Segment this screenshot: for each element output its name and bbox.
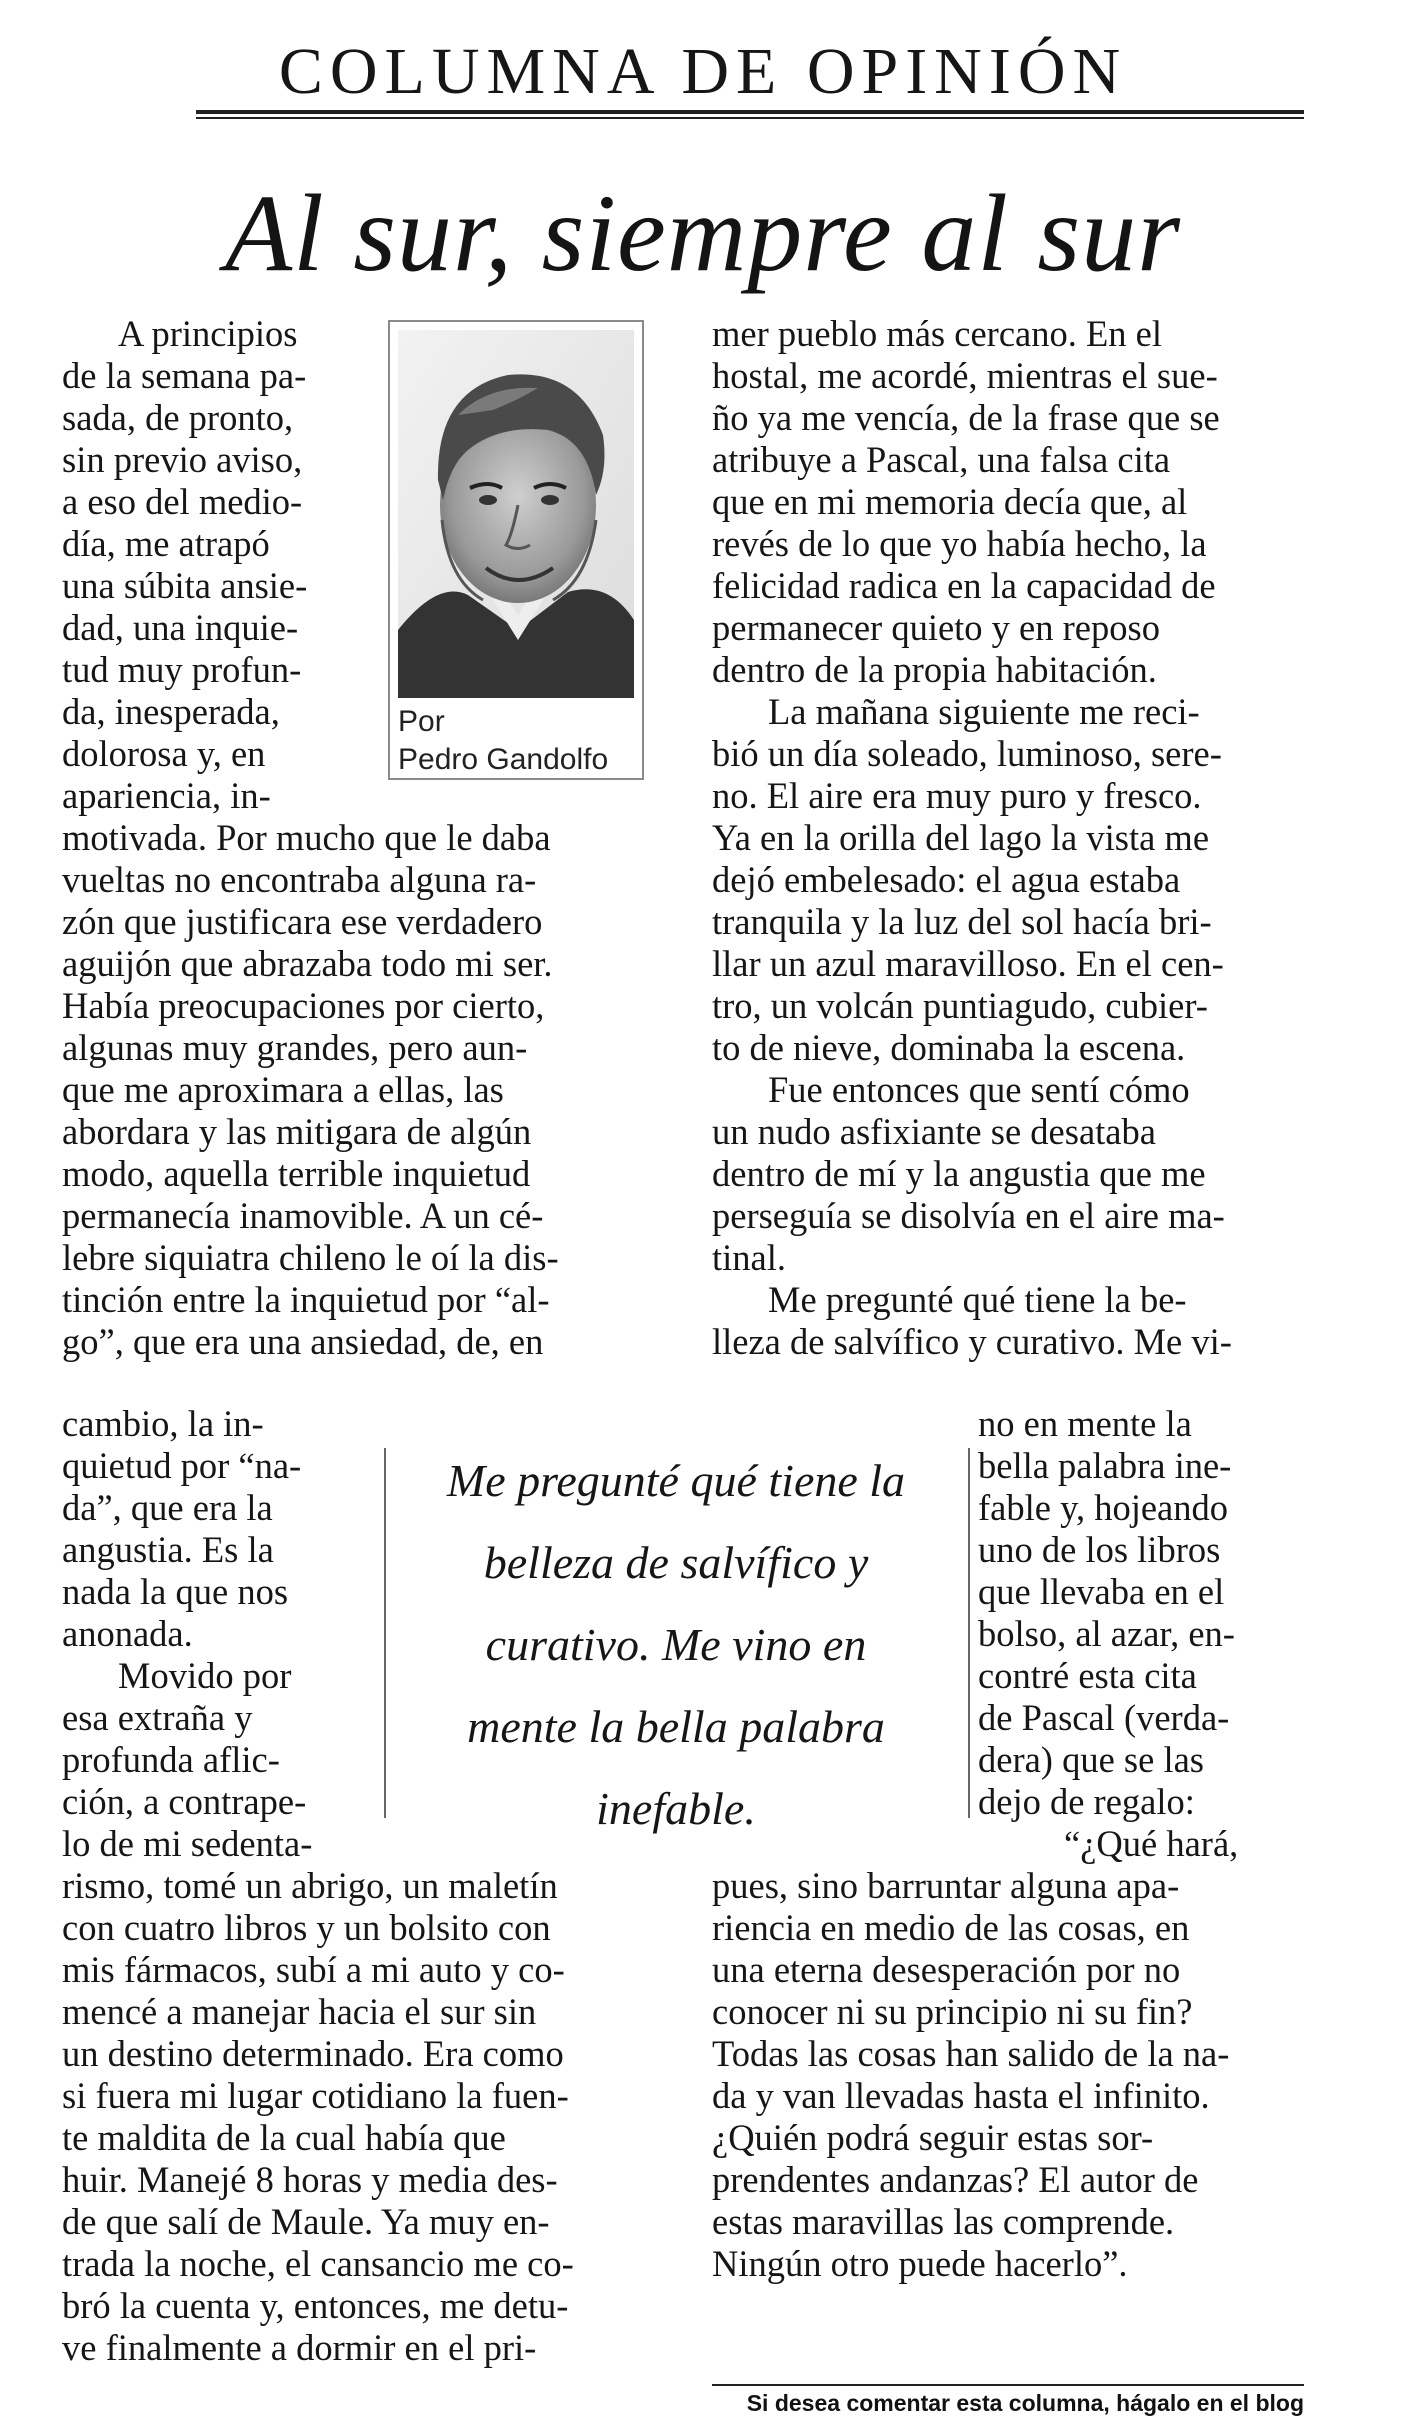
text-line: apariencia, in- [62, 775, 271, 816]
text-line: profunda aflic- [62, 1739, 280, 1780]
text-line: trada la noche, el cansancio me co- [62, 2243, 574, 2284]
text-line: motivada. Por mucho que le daba [62, 817, 551, 858]
text-line: dentro de mí y la angustia que me [712, 1153, 1206, 1194]
text-line: algunas muy grandes, pero aun- [62, 1027, 528, 1068]
text-line: mencé a manejar hacia el sur sin [62, 1991, 537, 2032]
text-line: llar un azul maravilloso. En el cen- [712, 943, 1224, 984]
byline-author: Pedro Gandolfo [398, 743, 609, 776]
header-rule [196, 110, 1304, 114]
text-line: contré esta cita [978, 1655, 1197, 1696]
text-line: cambio, la in- [62, 1403, 264, 1444]
text-line: prendentes andanzas? El autor de [712, 2159, 1199, 2200]
text-line: Ningún otro puede hacerlo”. [712, 2243, 1128, 2284]
text-line: bolso, al azar, en- [978, 1613, 1235, 1654]
text-line: revés de lo que yo había hecho, la [712, 523, 1207, 564]
text-line: lebre siquiatra chileno le oí la dis- [62, 1237, 559, 1278]
text-line: riencia en medio de las cosas, en [712, 1907, 1190, 1948]
text-line: Fue entonces que sentí cómo [768, 1069, 1190, 1110]
text-line: Todas las cosas han salido de la na- [712, 2033, 1230, 2074]
text-line: abordara y las mitigara de algún [62, 1111, 532, 1152]
header-rule-thin [196, 117, 1304, 119]
text-line: Me pregunté qué tiene la be- [768, 1279, 1187, 1320]
text-line: dentro de la propia habitación. [712, 649, 1157, 690]
text-line: con cuatro libros y un bolsito con [62, 1907, 551, 1948]
text-line: dad, una inquie- [62, 607, 299, 648]
text-line: de Pascal (verda- [978, 1697, 1230, 1738]
text-line: Había preocupaciones por cierto, [62, 985, 545, 1026]
text-line: go”, que era una ansiedad, de, en [62, 1321, 544, 1362]
pull-quote-line: inefable. [596, 1783, 756, 1834]
text-line: que llevaba en el [978, 1571, 1225, 1612]
text-line: uno de los libros [978, 1529, 1221, 1570]
text-line: bió un día soleado, luminoso, sere- [712, 733, 1222, 774]
text-line: tranquila y la luz del sol hacía bri- [712, 901, 1212, 942]
section-header: COLUMNA DE OPINIÓN [278, 35, 1128, 108]
text-line: ¿Quién podrá seguir estas sor- [712, 2117, 1154, 2158]
pull-quote-line: Me pregunté qué tiene la [446, 1455, 906, 1506]
text-line: pues, sino barruntar alguna apa- [712, 1865, 1180, 1906]
text-line: quietud por “na- [62, 1445, 302, 1486]
text-line: da”, que era la [62, 1487, 273, 1528]
text-line: te maldita de la cual había que [62, 2117, 506, 2158]
pull-quote-line: belleza de salvífico y [483, 1537, 869, 1588]
text-line: tud muy profun- [62, 649, 302, 690]
text-line: no. El aire era muy puro y fresco. [712, 775, 1202, 816]
text-line: de la semana pa- [62, 355, 307, 396]
text-line: anonada. [62, 1613, 193, 1654]
text-line: La mañana siguiente me reci- [768, 691, 1200, 732]
text-line: hostal, me acordé, mientras el sue- [712, 355, 1218, 396]
text-line: tro, un volcán puntiagudo, cubier- [712, 985, 1208, 1026]
text-line: dolorosa y, en [62, 733, 266, 774]
pull-quote-rule-left [384, 1448, 386, 1818]
text-line: permanecía inamovible. A un cé- [62, 1195, 544, 1236]
article-title: Al sur, siempre al sur [224, 172, 1182, 294]
pull-quote-rule-right [968, 1448, 970, 1818]
text-line: mis fármacos, subí a mi auto y co- [62, 1949, 565, 1990]
text-line: rismo, tomé un abrigo, un maletín [62, 1865, 558, 1906]
text-line: lo de mi sedenta- [62, 1823, 313, 1864]
text-line: “¿Qué hará, [1064, 1823, 1239, 1864]
text-line: zón que justificara ese verdadero [62, 901, 543, 942]
text-line: esa extraña y [62, 1697, 253, 1738]
text-line: mer pueblo más cercano. En el [712, 313, 1162, 354]
text-line: estas maravillas las comprende. [712, 2201, 1175, 2242]
text-line: dejó embelesado: el agua estaba [712, 859, 1181, 900]
text-line: ño ya me vencía, de la frase que se [712, 397, 1220, 438]
text-line: a eso del medio- [62, 481, 303, 522]
text-line: sada, de pronto, [62, 397, 294, 438]
text-line: que me aproximara a ellas, las [62, 1069, 504, 1110]
text-line: si fuera mi lugar cotidiano la fuen- [62, 2075, 569, 2116]
text-line: Movido por [118, 1655, 292, 1696]
text-line: angustia. Es la [62, 1529, 274, 1570]
text-line: vueltas no encontraba alguna ra- [62, 859, 537, 900]
text-line: un nudo asfixiante se desataba [712, 1111, 1156, 1152]
text-line: felicidad radica en la capacidad de [712, 565, 1216, 606]
text-line: Ya en la orilla del lago la vista me [712, 817, 1210, 858]
text-line: atribuye a Pascal, una falsa cita [712, 439, 1171, 480]
text-line: modo, aquella terrible inquietud [62, 1153, 531, 1194]
text-line: una eterna desesperación por no [712, 1949, 1181, 1990]
text-line: aguijón que abrazaba todo mi ser. [62, 943, 553, 984]
text-line: tinción entre la inquietud por “al- [62, 1279, 550, 1320]
text-line: lleza de salvífico y curativo. Me vi- [712, 1321, 1232, 1362]
text-line: de que salí de Maule. Ya muy en- [62, 2201, 550, 2242]
text-line: to de nieve, dominaba la escena. [712, 1027, 1186, 1068]
text-line: bró la cuenta y, entonces, me detu- [62, 2285, 569, 2326]
text-line: no en mente la [978, 1403, 1192, 1444]
text-line: nada la que nos [62, 1571, 289, 1612]
text-line: un destino determinado. Era como [62, 2033, 564, 2074]
text-line: huir. Manejé 8 horas y media des- [62, 2159, 558, 2200]
footer-rule [712, 2384, 1304, 2386]
text-line: bella palabra ine- [978, 1445, 1232, 1486]
text-line: da, inesperada, [62, 691, 280, 732]
text-line: conocer ni su principio ni su fin? [712, 1991, 1193, 2032]
text-line: sin previo aviso, [62, 439, 303, 480]
pull-quote-line: mente la bella palabra [467, 1701, 885, 1752]
text-line: perseguía se disolvía en el aire ma- [712, 1195, 1225, 1236]
text-line: da y van llevadas hasta el infinito. [712, 2075, 1210, 2116]
author-photo [398, 330, 634, 698]
text-line: dejo de regalo: [978, 1781, 1195, 1822]
text-line: ción, a contrape- [62, 1781, 307, 1822]
text-line: permanecer quieto y en reposo [712, 607, 1160, 648]
text-line: que en mi memoria decía que, al [712, 481, 1188, 522]
text-line: dera) que se las [978, 1739, 1204, 1780]
text-line: una súbita ansie- [62, 565, 308, 606]
pull-quote-line: curativo. Me vino en [485, 1619, 867, 1670]
text-line: fable y, hojeando [978, 1487, 1228, 1528]
text-line: A principios [118, 313, 298, 354]
text-line: ve finalmente a dormir en el pri- [62, 2327, 537, 2368]
text-line: día, me atrapó [62, 523, 270, 564]
text-line: tinal. [712, 1237, 786, 1278]
blog-comment-note: Si desea comentar esta columna, hágalo en el blog [746, 2390, 1304, 2416]
byline-prefix: Por [398, 705, 445, 738]
